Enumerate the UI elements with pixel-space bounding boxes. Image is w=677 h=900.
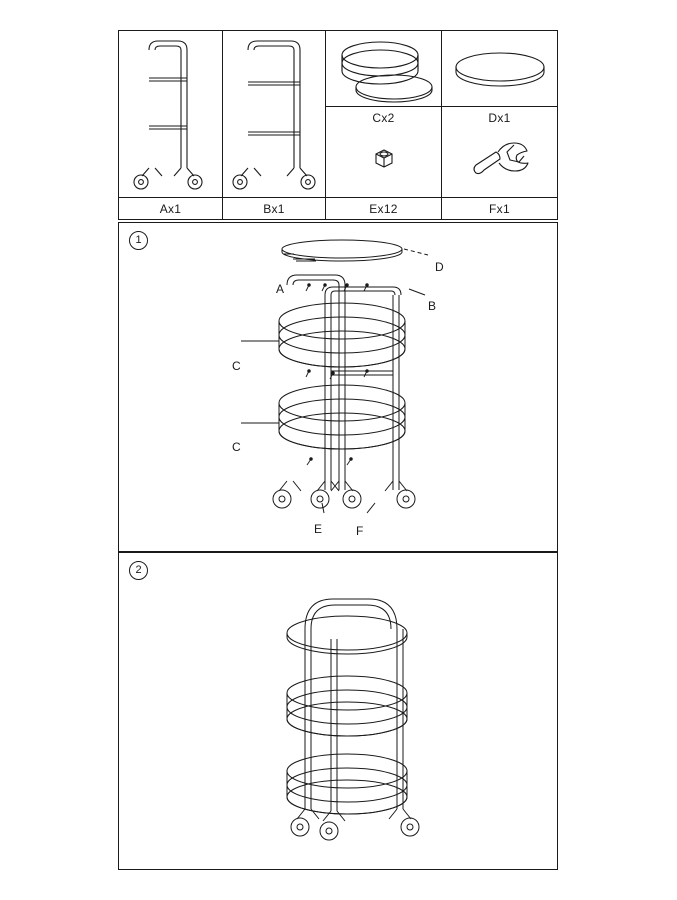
part-label-f	[442, 197, 557, 220]
part-art-b	[223, 31, 325, 197]
parts-table	[118, 30, 558, 220]
step-1-panel	[118, 222, 558, 552]
step-2-illustration	[119, 553, 557, 869]
part-label-e-text: Ex12	[369, 202, 398, 216]
part-label-c-text: Cx2	[372, 111, 395, 125]
part-label-d-text: Dx1	[488, 111, 511, 125]
part-art-c	[326, 31, 441, 106]
parts-cell-d	[441, 31, 557, 219]
part-label-a	[119, 197, 222, 220]
part-label-b	[223, 197, 325, 220]
part-label-d	[442, 106, 557, 129]
callout-c-upper: C	[232, 359, 241, 373]
callout-a: A	[276, 282, 285, 296]
part-art-f	[442, 129, 557, 197]
parts-cell-b	[222, 31, 325, 219]
parts-cell-c	[325, 31, 441, 219]
part-art-d	[442, 31, 557, 106]
callout-c-lower: C	[232, 440, 241, 454]
part-label-b-text: Bx1	[263, 202, 285, 216]
callout-b: B	[428, 299, 437, 313]
part-label-e	[326, 197, 441, 220]
callout-f: F	[356, 524, 364, 538]
part-art-a	[119, 31, 222, 197]
part-label-a-text: Ax1	[159, 202, 182, 216]
callout-d: D	[435, 260, 444, 274]
callout-e: E	[314, 522, 323, 536]
step-1-illustration	[119, 223, 557, 551]
part-label-f-text: Fx1	[489, 202, 510, 216]
step-2-badge: 2	[129, 561, 148, 580]
parts-cell-a	[119, 31, 222, 219]
step-1-badge: 1	[129, 231, 148, 250]
part-art-e	[326, 129, 441, 197]
step-2-panel	[118, 552, 558, 870]
part-label-c	[326, 106, 441, 129]
